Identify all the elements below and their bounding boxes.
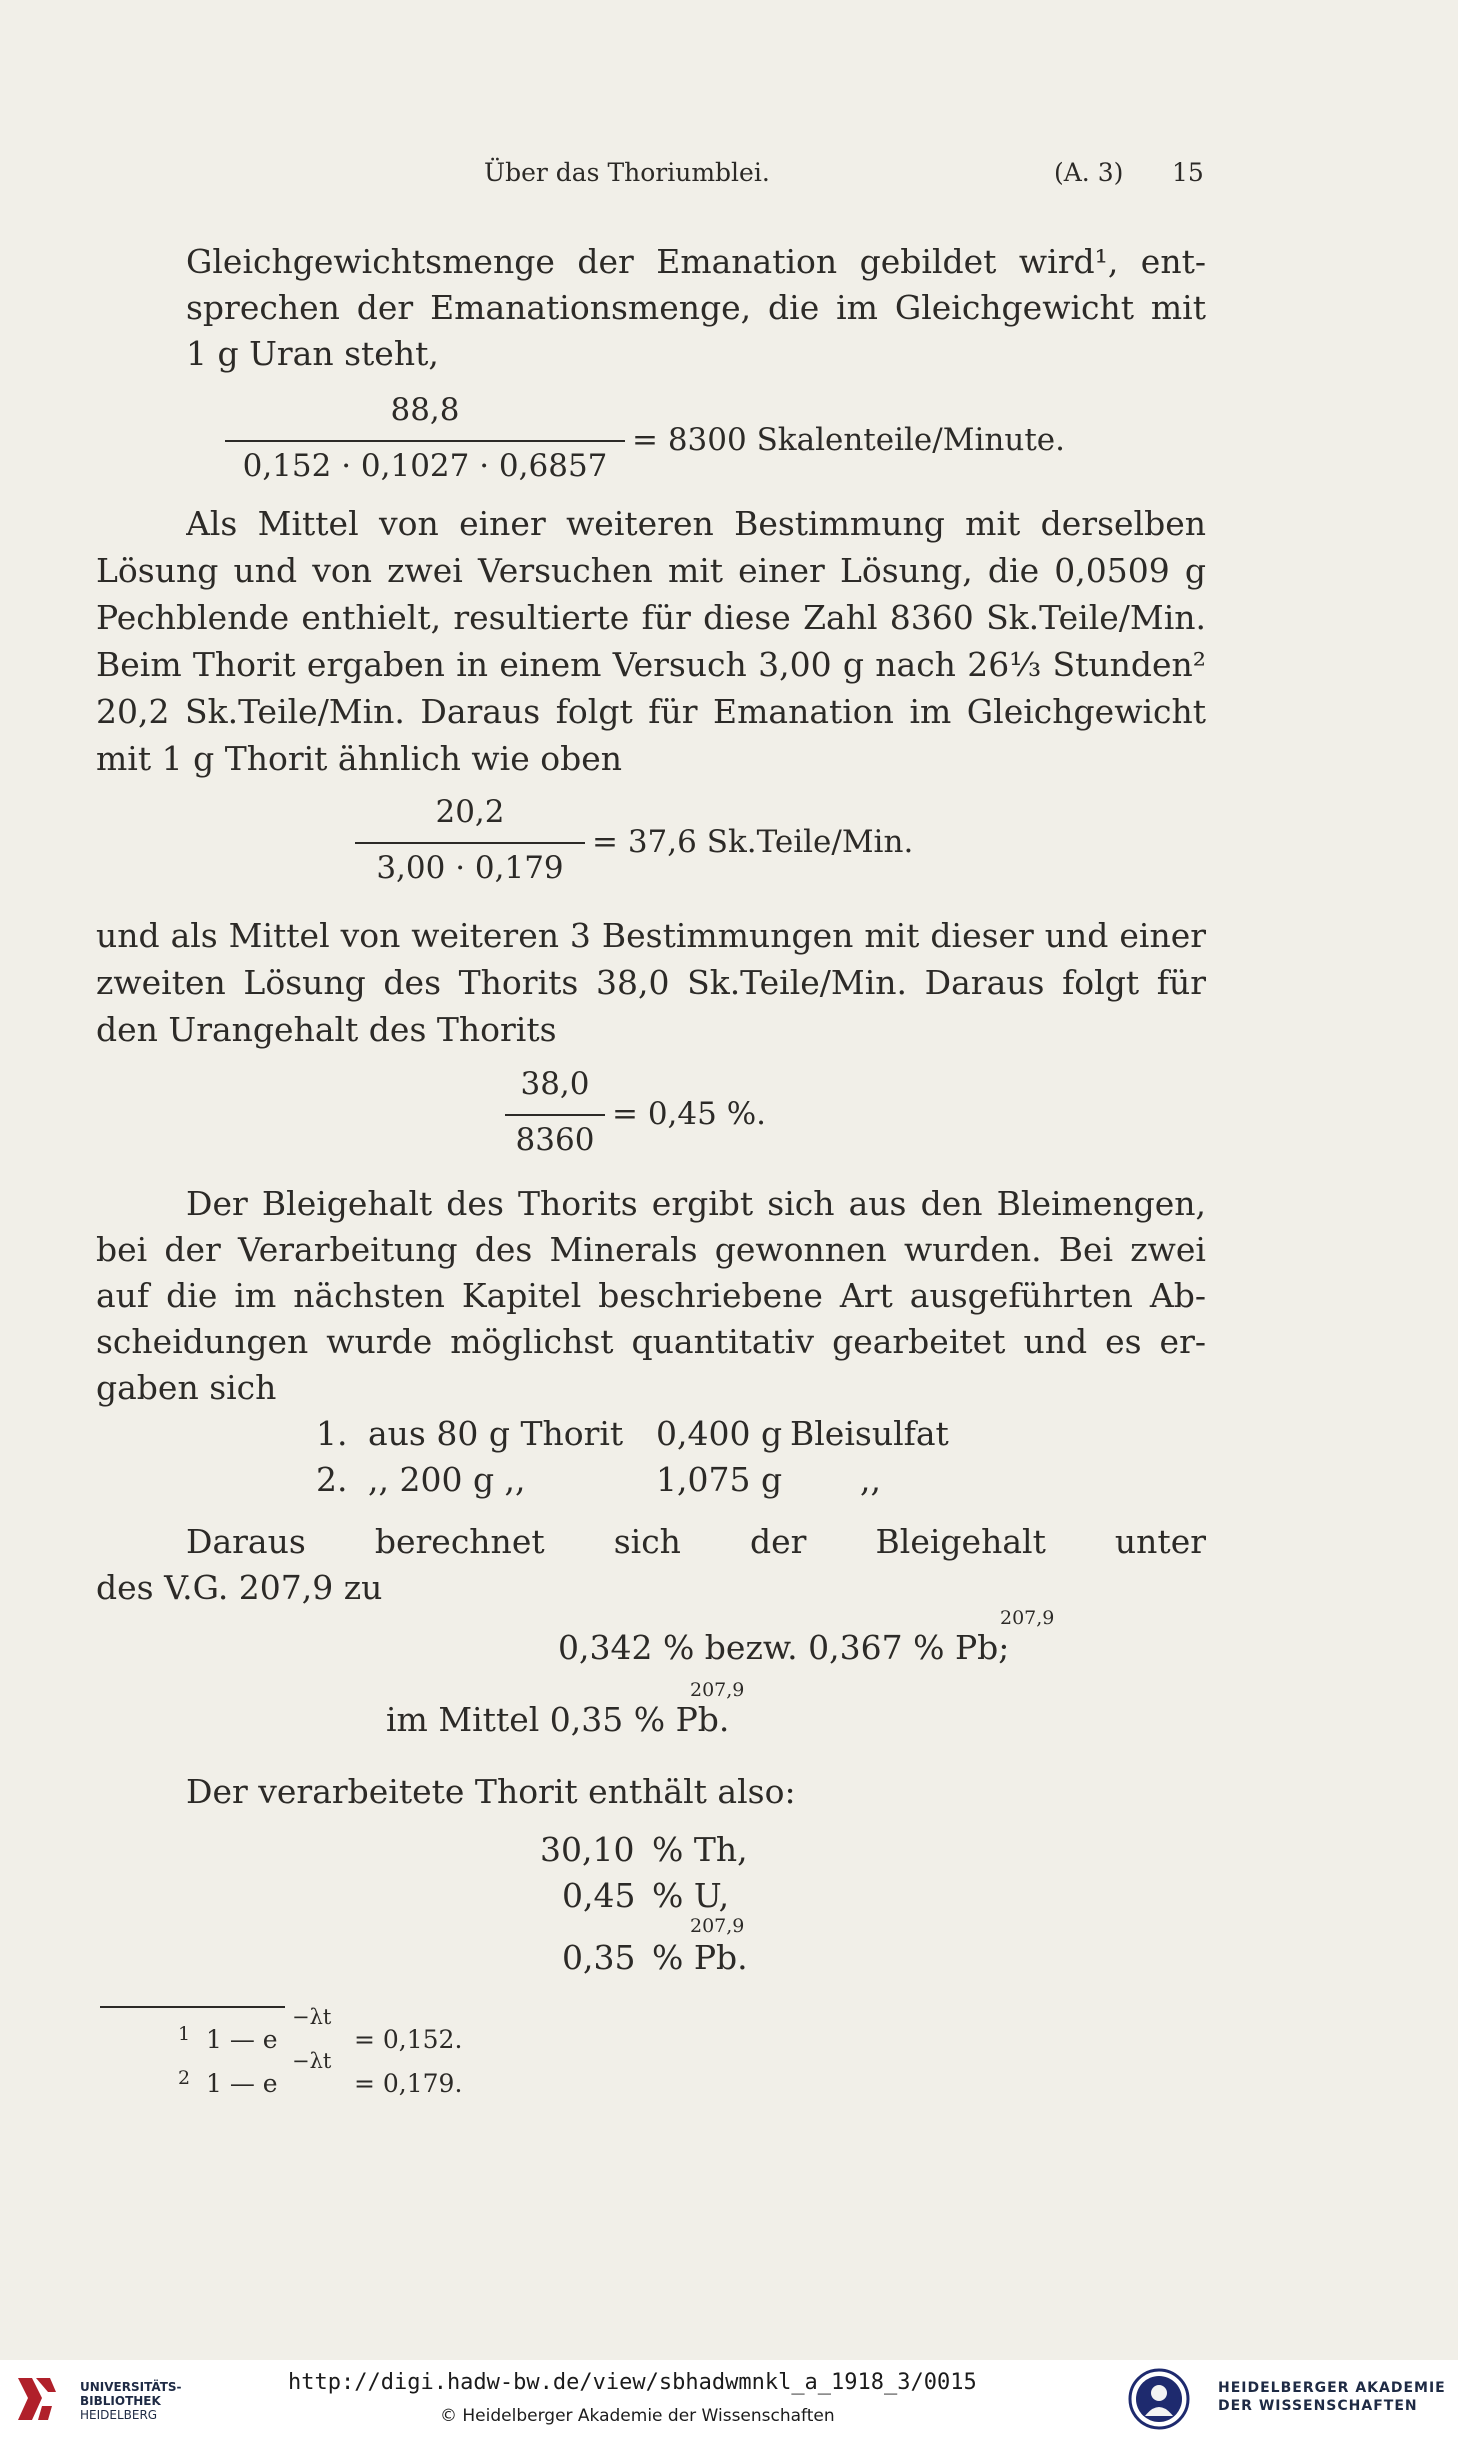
page-number: 15: [1172, 158, 1204, 187]
footnote-base: 1 — e: [206, 2069, 278, 2098]
atomic-weight-sup: 207,9: [690, 1679, 745, 1701]
library-logo-icon: [12, 2372, 58, 2426]
footnote-exponent: −λt: [292, 2049, 332, 2073]
fraction-denominator: 0,152 · 0,1027 · 0,6857: [242, 448, 608, 484]
atomic-weight-sup: 207,9: [690, 1915, 745, 1937]
footnote-exponent: −λt: [292, 2005, 332, 2029]
text-line: Pechblende enthielt, resultierte für diese Zahl 8360 Sk.Teile/Min.: [96, 598, 1206, 637]
fraction-numerator: 20,2: [435, 794, 505, 830]
composition-unit: % Th,: [652, 1830, 748, 1869]
fraction-bar: [355, 842, 585, 844]
text-line: auf die im nächsten Kapitel beschriebene Art ausgeführten Ab-: [96, 1276, 1206, 1315]
pb-result-line: 0,342 % bezw. 0,367 % Pb;: [558, 1628, 1010, 1667]
copyright-notice: © Heidelberger Akademie der Wissenschaften: [440, 2406, 835, 2426]
fraction-numerator: 88,8: [390, 392, 460, 428]
fraction-denominator: 8360: [515, 1122, 595, 1158]
list-substance: ,,: [860, 1460, 881, 1499]
footnote-base: 1 — e: [206, 2025, 278, 2054]
text-line: Lösung und von zwei Versuchen mit einer Lösung, die 0,0509 g: [96, 551, 1206, 590]
footnote-mark: 1: [178, 2023, 191, 2045]
list-number: 2.: [316, 1460, 348, 1499]
equation-result: = 8300 Skalenteile/Minute.: [632, 422, 1065, 458]
text-line: bei der Verarbeitung des Minerals gewonnen wurden. Bei zwei: [96, 1230, 1206, 1269]
footnote-rule: [100, 2006, 285, 2008]
academy-name-line1: HEIDELBERGER AKADEMIE: [1218, 2380, 1446, 2396]
footer-bar: [0, 2360, 1458, 2437]
list-substance: Bleisulfat: [790, 1414, 949, 1453]
composition-unit: % Pb.: [652, 1938, 748, 1977]
list-sample: aus 80 g Thorit: [368, 1414, 624, 1453]
library-name-line2: BIBLIOTHEK: [80, 2394, 161, 2408]
fraction-bar: [225, 440, 625, 442]
fraction-denominator: 3,00 · 0,179: [376, 850, 564, 886]
composition-unit: % U,: [652, 1876, 730, 1915]
footnote-value: = 0,179.: [354, 2069, 463, 2098]
academy-name-line2: DER WISSENSCHAFTEN: [1218, 2398, 1418, 2414]
list-mass: 1,075 g: [656, 1460, 783, 1499]
text-line: zweiten Lösung des Thorits 38,0 Sk.Teile/Min. Daraus folgt für: [96, 963, 1206, 1002]
text-line: sprechen der Emanationsmenge, die im Gleichgewicht mit: [186, 288, 1206, 327]
footnote-value: = 0,152.: [354, 2025, 463, 2054]
composition-value: 0,45: [562, 1876, 636, 1915]
text-line: Daraus berechnet sich der Bleigehalt unter: [186, 1522, 1206, 1561]
library-name-line1: UNIVERSITÄTS-: [80, 2380, 182, 2394]
fraction-bar: [505, 1114, 605, 1116]
list-sample: ,, 200 g ,,: [368, 1460, 526, 1499]
text-line: Der Bleigehalt des Thorits ergibt sich aus den Bleimengen,: [186, 1184, 1206, 1223]
text-line: Als Mittel von einer weiteren Bestimmung mit derselben: [186, 504, 1206, 543]
atomic-weight-sup: 207,9: [1000, 1607, 1055, 1629]
text-line: 1 g Uran steht,: [186, 334, 439, 373]
text-line: des V.G. 207,9 zu: [96, 1568, 383, 1607]
text-line: gaben sich: [96, 1368, 277, 1407]
text-line: scheidungen wurde möglichst quantitativ gearbeitet und es er-: [96, 1322, 1206, 1361]
source-url-link[interactable]: http://digi.hadw-bw.de/view/sbhadwmnkl_a_1918_3/0015: [288, 2370, 977, 2395]
equation-result: = 0,45 %.: [612, 1096, 767, 1132]
pb-mean-line: im Mittel 0,35 % Pb.: [386, 1700, 730, 1739]
text-line: mit 1 g Thorit ähnlich wie oben: [96, 739, 623, 778]
library-name-line3: HEIDELBERG: [80, 2408, 158, 2422]
text-line: und als Mittel von weiteren 3 Bestimmungen mit dieser und einer: [96, 916, 1206, 955]
text-line: Gleichgewichtsmenge der Emanation gebildet wird¹, ent-: [186, 242, 1206, 281]
footnote-mark: 2: [178, 2067, 191, 2089]
running-title: Über das Thoriumblei.: [484, 158, 770, 187]
text-line: den Urangehalt des Thorits: [96, 1010, 557, 1049]
composition-value: 0,35: [562, 1938, 636, 1977]
text-line: Der verarbeitete Thorit enthält also:: [186, 1772, 796, 1811]
list-mass: 0,400 g: [656, 1414, 783, 1453]
list-number: 1.: [316, 1414, 348, 1453]
section-label: (A. 3): [1054, 158, 1124, 187]
text-line: Beim Thorit ergaben in einem Versuch 3,00 g nach 26⅓ Stunden²: [96, 645, 1206, 684]
text-line: 20,2 Sk.Teile/Min. Daraus folgt für Emanation im Gleichgewicht: [96, 692, 1206, 731]
equation-result: = 37,6 Sk.Teile/Min.: [592, 824, 914, 860]
academy-seal-icon: [1128, 2368, 1190, 2430]
fraction-numerator: 38,0: [520, 1066, 590, 1102]
composition-value: 30,10: [540, 1830, 635, 1869]
